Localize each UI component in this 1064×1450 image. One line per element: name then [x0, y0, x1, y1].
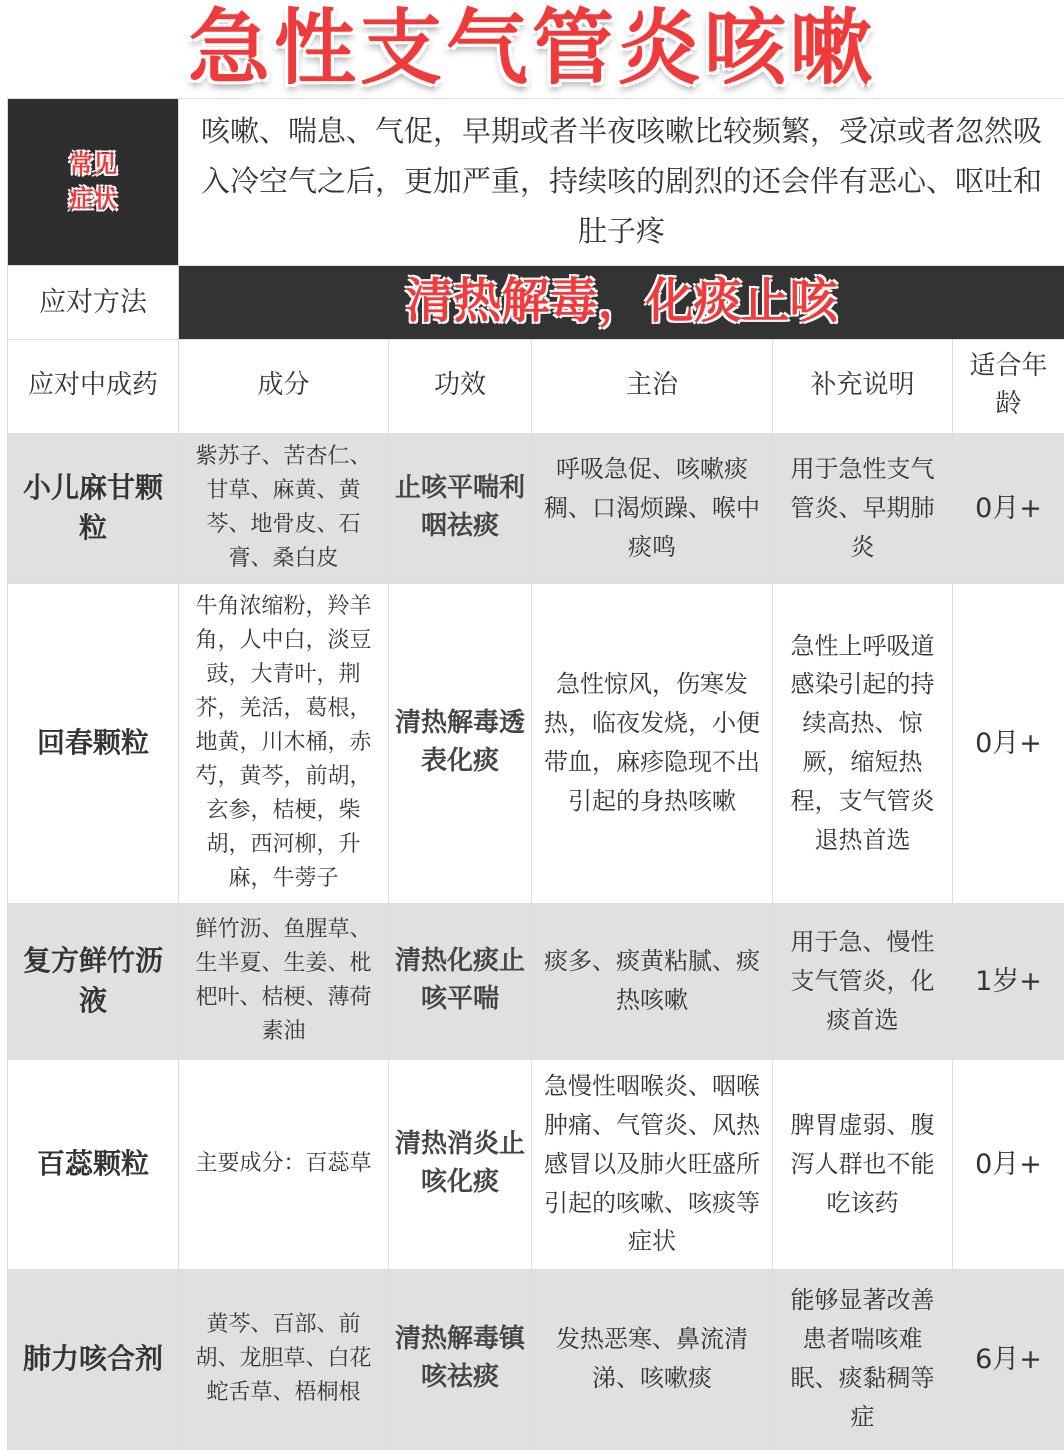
medicine-age: 0月+: [953, 583, 1064, 903]
medicine-ingredients: 黄芩、百部、前胡、龙胆草、白花蛇舌草、梧桐根: [179, 1269, 389, 1449]
medicine-age: 0月+: [953, 433, 1064, 583]
medicine-indications: 痰多、痰黄粘腻、痰热咳嗽: [532, 903, 773, 1059]
medicine-age: 1岁+: [953, 903, 1064, 1059]
medicine-efficacy: 清热解毒镇咳祛痰: [389, 1269, 532, 1449]
symptoms-label-line1: 常见: [8, 147, 178, 182]
medicine-efficacy: 清热消炎止咳化痰: [389, 1059, 532, 1269]
header-cell-efficacy: 功效: [389, 339, 532, 433]
method-row: [8, 265, 1064, 339]
medicine-ingredients: 紫苏子、苦杏仁、甘草、麻黄、黄芩、地骨皮、石膏、桑白皮: [179, 433, 389, 583]
header-cell-indications: 主治: [532, 339, 773, 433]
medicine-table: [7, 98, 1064, 1450]
medicine-ingredients: 主要成分：百蕊草: [179, 1059, 389, 1269]
symptoms-label: [8, 99, 179, 266]
method-label: 应对方法: [8, 265, 179, 339]
table-row: [8, 1059, 1064, 1269]
medicine-note: 脾胃虚弱、腹泻人群也不能吃该药: [773, 1059, 953, 1269]
medicine-age: 6月+: [953, 1269, 1064, 1449]
header-cell-age: 适合年龄: [953, 339, 1064, 433]
medicine-note: 急性上呼吸道感染引起的持续高热、惊厥，缩短热程，支气管炎退热首选: [773, 583, 953, 903]
medicine-indications: 急慢性咽喉炎、咽喉肿痛、气管炎、风热感冒以及肺火旺盛所引起的咳嗽、咳痰等症状: [532, 1059, 773, 1269]
medicine-name: 百蕊颗粒: [8, 1059, 179, 1269]
medicine-name: 回春颗粒: [8, 583, 179, 903]
header-cell-name: 应对中成药: [8, 339, 179, 433]
medicine-indications: 发热恶寒、鼻流清涕、咳嗽痰: [532, 1269, 773, 1449]
table-row: [8, 583, 1064, 903]
method-text: 清热解毒，化痰止咳: [179, 265, 1064, 339]
medicine-name: 复方鲜竹沥液: [8, 903, 179, 1059]
medicine-indications: 急性惊风，伤寒发热，临夜发烧，小便带血，麻疹隐现不出引起的身热咳嗽: [532, 583, 773, 903]
table-row: [8, 1269, 1064, 1449]
medicine-note: 能够显著改善患者喘咳难眠、痰黏稠等症: [773, 1269, 953, 1449]
table-row: [8, 433, 1064, 583]
medicine-age: 0月+: [953, 1059, 1064, 1269]
header-cell-note: 补充说明: [773, 339, 953, 433]
medicine-efficacy: 清热解毒透表化痰: [389, 583, 532, 903]
page-title: 急性支气管炎咳嗽: [0, 0, 1064, 98]
medicine-note: 用于急性支气管炎、早期肺炎: [773, 433, 953, 583]
medicine-name: 肺力咳合剂: [8, 1269, 179, 1449]
symptoms-label-line2: 症状: [8, 182, 178, 217]
symptoms-text: 咳嗽、喘息、气促，早期或者半夜咳嗽比较频繁，受凉或者忽然吸入冷空气之后，更加严重，持续咳的剧烈的还会伴有恶心、呕吐和肚子疼: [179, 99, 1064, 266]
table-row: [8, 903, 1064, 1059]
medicine-efficacy: 清热化痰止咳平喘: [389, 903, 532, 1059]
table-header-row: [8, 339, 1064, 433]
symptoms-row: [8, 99, 1064, 266]
medicine-indications: 呼吸急促、咳嗽痰稠、口渴烦躁、喉中痰鸣: [532, 433, 773, 583]
medicine-ingredients: 牛角浓缩粉，羚羊角，人中白，淡豆豉，大青叶，荆芥，羌活，葛根，地黄，川木桶，赤芍，黄芩，前胡，玄参，桔梗，柴胡，西河柳，升麻，牛蒡子: [179, 583, 389, 903]
medicine-efficacy: 止咳平喘利咽祛痰: [389, 433, 532, 583]
header-cell-ingredients: 成分: [179, 339, 389, 433]
medicine-ingredients: 鲜竹沥、鱼腥草、生半夏、生姜、枇杷叶、桔梗、薄荷素油: [179, 903, 389, 1059]
medicine-note: 用于急、慢性支气管炎，化痰首选: [773, 903, 953, 1059]
medicine-name: 小儿麻甘颗粒: [8, 433, 179, 583]
